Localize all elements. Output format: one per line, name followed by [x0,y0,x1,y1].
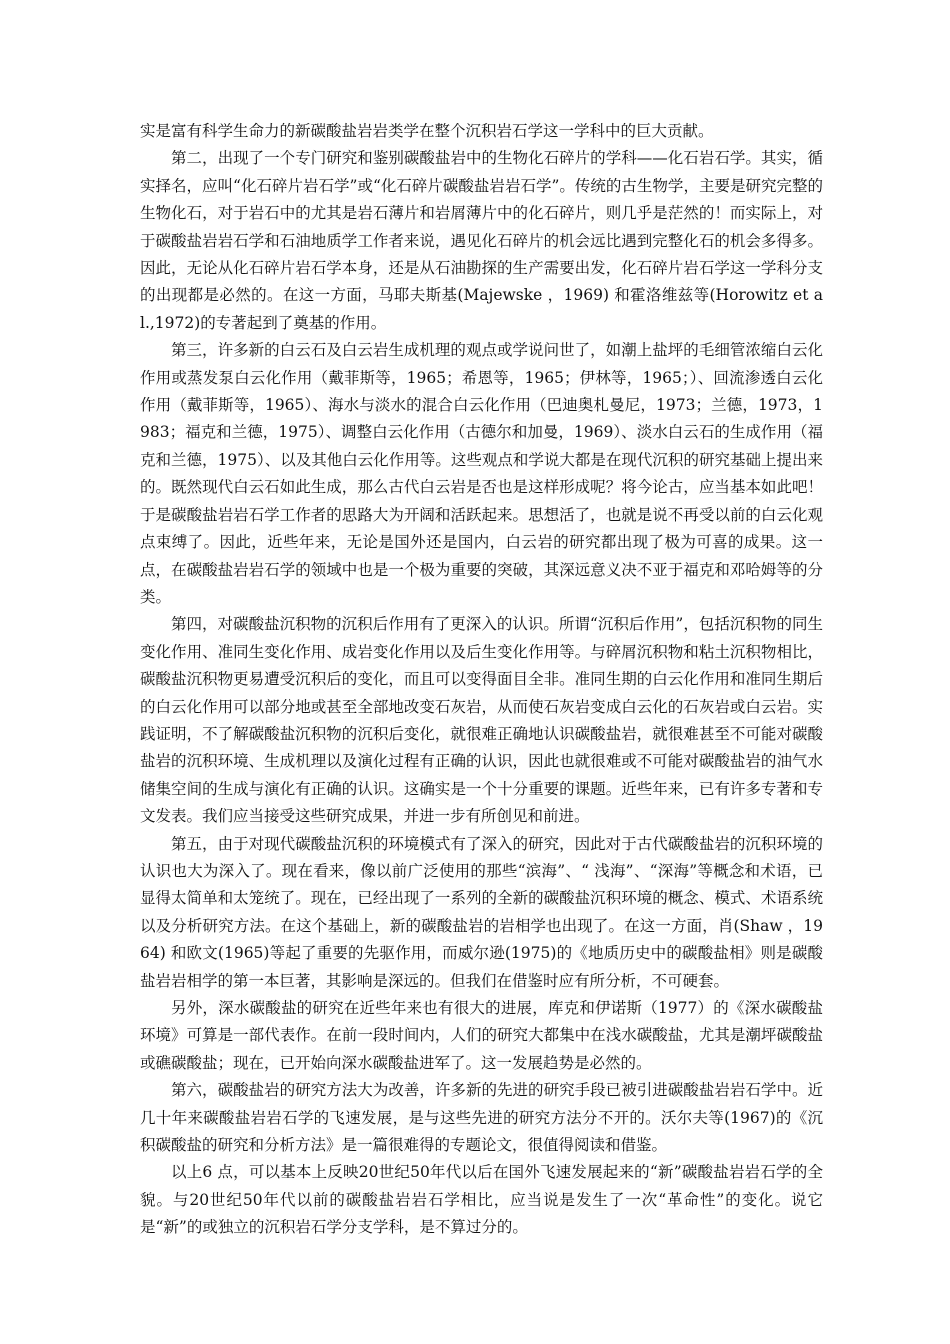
paragraph-point-four: 第四，对碳酸盐沉积物的沉积后作用有了更深入的认识。所谓“沉积后作用”，包括沉积物的同生变化作用、准同生变化作用、成岩变化作用以及后生变化作用等。与碎屑沉积物和粘土沉积物相比，碳酸盐沉积物更易遭受沉积后的变化，而且可以变得面目全非。准同生期的白云化作用和准同生期后的白云化作用可以部分地或甚至全部地改变石灰岩，从而使石灰岩变成白云化的石灰岩或白云岩。实践证明，不了解碳酸盐沉积物的沉积后变化，就很难正确地认识碳酸盐岩，就很难甚至不可能对碳酸盐岩的沉积环境、生成机理以及演化过程有正确的认识，因此也就很难或不可能对碳酸盐岩的油气水储集空间的生成与演化有正确的认识。这确实是一个十分重要的课题。近些年来，已有许多专著和专文发表。我们应当接受这些研究成果，并进一步有所创见和前进。 [140,615,823,826]
paragraph-deep-water: 另外，深水碳酸盐的研究在近些年来也有很大的进展，库克和伊诺斯（1977）的《深水碳酸盐环境》可算是一部代表作。在前一段时间内，人们的研究大都集中在浅水碳酸盐，尤其是潮坪碳酸盐或礁碳酸盐；现在，已开始向深水碳酸盐进军了。这一发展趋势是必然的。 [140,999,823,1072]
paragraph-point-five: 第五，由于对现代碳酸盐沉积的环境模式有了深入的研究，因此对于古代碳酸盐岩的沉积环境的认识也大为深入了。现在看来，像以前广泛使用的那些“滨海”、“ 浅海”、“深海”等概念和术语，已显得太简单和太笼统了。现在，已经出现了一系列的全新的碳酸盐沉积环境的概念、模式、术语系统以及分析研究方法。在这个基础上，新的碳酸盐岩的岩相学也出现了。在这一方面，肖(Shaw ，1964) 和欧文(1965)等起了重要的先驱作用，而威尔逊(1975)的《地质历史中的碳酸盐相》则是碳酸盐岩岩相学的第一本巨著，其影响是深远的。但我们在借鉴时应有所分析，不可硬套。 [140,834,823,990]
paragraph-summary: 以上6 点，可以基本上反映20世纪50年代以后在国外飞速发展起来的“新”碳酸盐岩岩石学的全貌。与20世纪50年代以前的碳酸盐岩岩石学相比，应当说是发生了一次“革命性”的变化。说它是“新”的或独立的沉积岩石学分支学科，是不算过分的。 [140,1163,823,1237]
document-body [140,118,823,1242]
paragraph-point-three: 第三，许多新的白云石及白云岩生成机理的观点或学说问世了，如潮上盐坪的毛细管浓缩白云化作用或蒸发泵白云化作用（戴菲斯等，1965；希恩等，1965；伊林等，1965；）、回流渗透白云化作用（戴菲斯等，1965）、海水与淡水的混合白云化作用（巴迪奥札曼尼，1973；兰德，1973，1983；福克和兰德，1975）、调整白云化作用（古德尔和加曼，1969）、淡水白云石的生成作用（福克和兰德，1975）、以及其他白云化作用等。这些观点和学说大都是在现代沉积的研究基础上提出来的。既然现代白云石如此生成，那么古代白云岩是否也是这样形成呢？将今论古，应当基本如此吧！于是碳酸盐岩岩石学工作者的思路大为开阔和活跃起来。思想活了，也就是说不再受以前的白云化观点束缚了。因此，近些年来，无论是国外还是国内，白云岩的研究都出现了极为可喜的成果。这一点，在碳酸盐岩岩石学的领域中也是一个极为重要的突破，其深远意义决不亚于福克和邓哈姆等的分类。 [140,341,823,606]
paragraph-point-two: 第二，出现了一个专门研究和鉴别碳酸盐岩中的生物化石碎片的学科——化石岩石学。其实，循实择名，应叫“化石碎片岩石学”或“化石碎片碳酸盐岩岩石学”。传统的古生物学，主要是研究完整的生物化石，对于岩石中的尤其是岩石薄片和岩屑薄片中的化石碎片，则几乎是茫然的！而实际上，对于碳酸盐岩岩石学和石油地质学工作者来说，遇见化石碎片的机会远比遇到完整化石的机会多得多。因此，无论从化石碎片岩石学本身，还是从石油勘探的生产需要出发，化石碎片岩石学这一学科分支的出现都是必然的。在这一方面，马耶夫斯基(Majewske ，1969) 和霍洛维兹等(Horowitz et al.,1972)的专著起到了奠基的作用。 [140,149,823,332]
paragraph-point-six: 第六，碳酸盐岩的研究方法大为改善，许多新的先进的研究手段已被引进碳酸盐岩岩石学中。近几十年来碳酸盐岩岩石学的飞速发展，是与这些先进的研究方法分不开的。沃尔夫等(1967)的《沉积碳酸盐的研究和分析方法》是一篇很难得的专题论文，很值得阅读和借鉴。 [140,1081,823,1155]
paragraph-continued: 实是富有科学生命力的新碳酸盐岩岩类学在整个沉积岩石学这一学科中的巨大贡献。 [140,122,714,140]
